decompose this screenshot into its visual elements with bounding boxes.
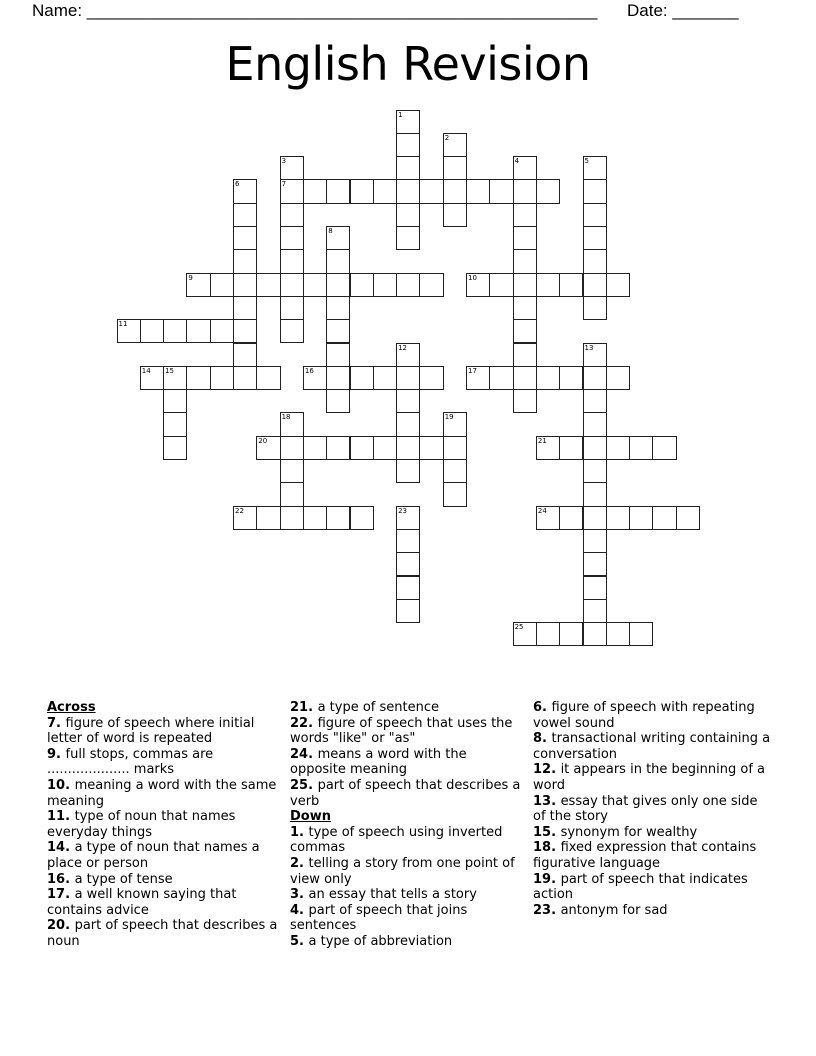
grid-cell[interactable]: [210, 366, 234, 390]
grid-cell[interactable]: [256, 506, 280, 530]
grid-cell[interactable]: [513, 622, 537, 646]
down-clue: [533, 731, 773, 762]
clue-text: a type of noun that names a place or person: [47, 840, 260, 871]
clue-number-label: 9: [47, 746, 57, 762]
grid-cell[interactable]: [583, 506, 607, 530]
grid-cell[interactable]: [583, 343, 607, 367]
grid-cell[interactable]: [186, 273, 210, 297]
grid-cell[interactable]: [280, 436, 304, 460]
grid-cell[interactable]: [583, 529, 607, 553]
grid-cell[interactable]: [536, 179, 560, 203]
down-heading: Down: [290, 809, 331, 825]
clue-number-label: 6: [533, 700, 543, 715]
grid-cell[interactable]: [559, 436, 583, 460]
grid-cell[interactable]: [280, 226, 304, 250]
grid-cell[interactable]: [326, 226, 350, 250]
grid-cell[interactable]: [583, 366, 607, 390]
across-heading: Across: [47, 700, 96, 715]
clue-number-label: 20: [47, 918, 66, 934]
grid-cell[interactable]: [513, 273, 537, 297]
grid-cell[interactable]: [536, 436, 560, 460]
grid-cell[interactable]: [443, 203, 467, 227]
grid-cell[interactable]: [583, 296, 607, 320]
clue-number-dot: .: [65, 887, 75, 903]
grid-cell[interactable]: [396, 552, 420, 576]
clue-number-dot: .: [56, 746, 66, 762]
across-clue: [47, 809, 283, 840]
grid-cell[interactable]: [326, 506, 350, 530]
grid-cell[interactable]: [373, 179, 397, 203]
across-clue: [47, 778, 283, 809]
grid-cell[interactable]: [489, 179, 513, 203]
grid-cell[interactable]: [489, 366, 513, 390]
clue-number-dot: .: [65, 840, 75, 856]
down-clue: [290, 903, 526, 934]
clue-text: essay that gives only one side of the story: [533, 793, 758, 825]
grid-cell[interactable]: [163, 319, 187, 343]
clue-number-dot: .: [65, 918, 75, 934]
grid-cell[interactable]: [163, 366, 187, 390]
across-clue: [47, 918, 283, 949]
grid-cell[interactable]: [652, 506, 676, 530]
down-clue: [533, 903, 773, 919]
clue-number-dot: .: [299, 855, 309, 871]
clue-number-dot: .: [299, 824, 309, 840]
clue-number-dot: .: [551, 793, 561, 809]
grid-cell[interactable]: [513, 203, 537, 227]
grid-cell[interactable]: [326, 366, 350, 390]
clue-number: 21: [537, 436, 547, 445]
clue-number-dot: .: [551, 840, 561, 856]
clues-column-2: [290, 700, 526, 950]
clue-number-label: 12: [533, 762, 552, 778]
grid-cell[interactable]: [350, 366, 374, 390]
grid-cell[interactable]: [536, 273, 560, 297]
clue-number-label: 15: [533, 824, 552, 840]
clue-text: means a word with the opposite meaning: [290, 746, 467, 778]
grid-cell[interactable]: [396, 343, 420, 367]
grid-cell[interactable]: [396, 459, 420, 483]
grid-cell[interactable]: [513, 389, 537, 413]
clue-number-label: 25: [290, 777, 309, 793]
clue-number: 24: [537, 506, 547, 515]
grid-cell[interactable]: [396, 203, 420, 227]
across-clue: [290, 716, 526, 747]
name-field[interactable]: Name: ______________________________________________________: [32, 1, 598, 20]
clue-number-dot: .: [551, 902, 561, 918]
grid-cell[interactable]: [583, 622, 607, 646]
clue-number-label: 13: [533, 793, 552, 809]
clue-text: type of speech using inverted commas: [290, 824, 503, 856]
grid-cell[interactable]: [256, 436, 280, 460]
clue-number-label: 3: [290, 887, 300, 903]
across-clue: [47, 840, 283, 871]
grid-cell[interactable]: [210, 273, 234, 297]
grid-cell[interactable]: [326, 249, 350, 273]
clue-number-dot: .: [308, 715, 318, 731]
clue-number: 12: [398, 343, 408, 352]
grid-cell[interactable]: [326, 273, 350, 297]
clue-number-label: 1: [290, 824, 300, 840]
clue-text: fixed expression that contains figurative language: [533, 840, 757, 871]
grid-cell[interactable]: [373, 273, 397, 297]
grid-cell[interactable]: [513, 226, 537, 250]
grid-cell[interactable]: [396, 506, 420, 530]
across-clue: [290, 700, 526, 716]
clue-number-label: 19: [533, 871, 552, 887]
grid-cell[interactable]: [419, 179, 443, 203]
grid-cell[interactable]: [629, 506, 653, 530]
grid-cell[interactable]: [583, 389, 607, 413]
clue-number: 20: [258, 436, 268, 445]
clue-number-label: 10: [47, 777, 66, 793]
across-clue: [47, 872, 283, 888]
grid-cell[interactable]: [606, 506, 630, 530]
grid-cell[interactable]: [396, 529, 420, 553]
clue-number: 2: [444, 133, 450, 142]
grid-cell[interactable]: [466, 273, 490, 297]
clue-number-dot: .: [308, 746, 318, 762]
grid-cell[interactable]: [583, 436, 607, 460]
grid-cell[interactable]: [629, 436, 653, 460]
grid-cell[interactable]: [233, 203, 257, 227]
clue-number-dot: .: [65, 809, 75, 825]
down-clue: [533, 872, 773, 903]
grid-cell[interactable]: [466, 366, 490, 390]
grid-cell[interactable]: [676, 506, 700, 530]
grid-cell[interactable]: [350, 273, 374, 297]
grid-cell[interactable]: [117, 319, 141, 343]
grid-cell[interactable]: [583, 273, 607, 297]
grid-cell[interactable]: [583, 226, 607, 250]
grid-cell[interactable]: [163, 436, 187, 460]
clue-number-dot: .: [551, 824, 561, 840]
down-clue: [533, 762, 773, 793]
across-clue: [47, 716, 283, 747]
across-clue: [290, 778, 526, 809]
grid-cell[interactable]: [326, 319, 350, 343]
clue-number-dot: .: [542, 731, 552, 747]
grid-cell[interactable]: [280, 249, 304, 273]
clue-text: a type of sentence: [317, 700, 439, 715]
grid-cell[interactable]: [559, 273, 583, 297]
grid-cell[interactable]: [396, 366, 420, 390]
down-clue: [533, 825, 773, 841]
grid-cell[interactable]: [583, 599, 607, 623]
clue-number-label: 11: [47, 809, 66, 825]
clue-text: part of speech that indicates action: [533, 871, 748, 903]
grid-cell[interactable]: [606, 366, 630, 390]
grid-cell[interactable]: [280, 412, 304, 436]
clue-number-label: 24: [290, 746, 309, 762]
date-field[interactable]: Date: _______: [627, 1, 739, 20]
down-clue: [533, 840, 773, 871]
grid-cell[interactable]: [583, 412, 607, 436]
clue-number-label: 14: [47, 840, 66, 856]
clue-number-dot: .: [551, 871, 561, 887]
clue-number-dot: .: [542, 700, 552, 715]
clue-number-label: 18: [533, 840, 552, 856]
grid-cell[interactable]: [559, 622, 583, 646]
clue-number-label: 8: [533, 731, 543, 747]
grid-cell[interactable]: [186, 319, 210, 343]
grid-cell[interactable]: [280, 319, 304, 343]
grid-cell[interactable]: [396, 273, 420, 297]
grid-cell[interactable]: [583, 249, 607, 273]
clue-number: 8: [328, 227, 333, 235]
grid-cell[interactable]: [280, 482, 304, 506]
clue-text: a well known saying that contains advice: [47, 887, 237, 918]
grid-cell[interactable]: [280, 506, 304, 530]
across-clue: [290, 747, 526, 778]
clue-text: part of speech that joins sentences: [290, 902, 468, 934]
clue-number-dot: .: [551, 762, 561, 778]
grid-cell[interactable]: [233, 506, 257, 530]
clue-number-dot: .: [65, 777, 75, 793]
grid-cell[interactable]: [443, 179, 467, 203]
grid-cell[interactable]: [280, 203, 304, 227]
clue-text: figure of speech with repeating vowel sound: [533, 700, 755, 731]
grid-cell[interactable]: [583, 482, 607, 506]
grid-cell[interactable]: [513, 179, 537, 203]
grid-cell[interactable]: [559, 506, 583, 530]
grid-cell[interactable]: [419, 366, 443, 390]
grid-cell[interactable]: [233, 296, 257, 320]
grid-cell[interactable]: [536, 366, 560, 390]
grid-cell[interactable]: [489, 273, 513, 297]
clue-text: an essay that tells a story: [308, 887, 477, 903]
clue-text: antonym for sad: [560, 902, 668, 918]
grid-cell[interactable]: [163, 412, 187, 436]
grid-cell[interactable]: [326, 343, 350, 367]
clue-number-dot: .: [56, 715, 66, 731]
grid-cell[interactable]: [233, 179, 257, 203]
grid-cell[interactable]: [443, 156, 467, 180]
clue-text: a type of abbreviation: [308, 933, 453, 949]
clue-text: meaning a word with the same meaning: [47, 777, 277, 809]
clue-number: 14: [141, 366, 151, 375]
clue-number: 6: [235, 180, 240, 189]
clue-number-label: 22: [290, 715, 309, 731]
grid-cell[interactable]: [350, 436, 374, 460]
clues-column-1: [47, 700, 283, 950]
grid-cell[interactable]: [396, 156, 420, 180]
grid-cell[interactable]: [606, 273, 630, 297]
grid-cell[interactable]: [233, 366, 257, 390]
clue-text: type of noun that names everyday things: [47, 809, 236, 840]
grid-cell[interactable]: [583, 179, 607, 203]
page-title: English Revision: [225, 37, 591, 91]
across-clue: [47, 747, 283, 778]
clue-text: it appears in the beginning of a word: [533, 762, 765, 793]
grid-cell[interactable]: [513, 319, 537, 343]
clue-number: 25: [514, 623, 524, 632]
clue-number: 15: [165, 366, 175, 375]
grid-cell[interactable]: [396, 412, 420, 436]
clue-text: part of speech that describes a verb: [290, 777, 521, 809]
clue-text: full stops, commas are .................... marks: [47, 746, 214, 778]
clue-number-label: 7: [47, 715, 57, 731]
grid-cell[interactable]: [233, 319, 257, 343]
grid-cell[interactable]: [466, 179, 490, 203]
grid-cell[interactable]: [513, 343, 537, 367]
grid-cell[interactable]: [396, 110, 420, 134]
grid-cell[interactable]: [303, 273, 327, 297]
down-clue: [290, 887, 526, 903]
clue-number: 23: [398, 506, 408, 515]
grid-cell[interactable]: [443, 436, 467, 460]
grid-cell[interactable]: [513, 366, 537, 390]
clue-number-label: 23: [533, 902, 552, 918]
grid-cell[interactable]: [513, 156, 537, 180]
clue-text: transactional writing containing a conversation: [533, 731, 771, 762]
grid-cell[interactable]: [326, 179, 350, 203]
grid-cell[interactable]: [256, 366, 280, 390]
grid-cell[interactable]: [443, 412, 467, 436]
clue-number-dot: .: [299, 933, 309, 949]
grid-cell[interactable]: [373, 436, 397, 460]
grid-cell[interactable]: [303, 436, 327, 460]
clue-number: 19: [444, 413, 454, 422]
grid-cell[interactable]: [513, 296, 537, 320]
clue-number-dot: .: [299, 887, 309, 903]
grid-cell[interactable]: [280, 459, 304, 483]
grid-cell[interactable]: [280, 296, 304, 320]
grid-cell[interactable]: [443, 133, 467, 157]
grid-cell[interactable]: [233, 249, 257, 273]
clue-number: 16: [304, 366, 314, 375]
grid-cell[interactable]: [233, 226, 257, 250]
grid-cell[interactable]: [396, 599, 420, 623]
grid-cell[interactable]: [233, 343, 257, 367]
clue-number: 10: [468, 273, 477, 282]
clue-text: part of speech that describes a noun: [47, 918, 278, 949]
grid-cell[interactable]: [419, 273, 443, 297]
clue-number: 22: [235, 506, 244, 515]
clue-text: figure of speech where initial letter of word is repeated: [47, 715, 255, 747]
clue-number: 13: [584, 343, 594, 352]
grid-cell[interactable]: [583, 576, 607, 600]
grid-cell[interactable]: [163, 389, 187, 413]
grid-cell[interactable]: [536, 506, 560, 530]
clues-column-3: [533, 700, 773, 918]
clue-number-dot: .: [308, 700, 318, 715]
grid-cell[interactable]: [559, 366, 583, 390]
grid-cell[interactable]: [140, 366, 164, 390]
grid-cell[interactable]: [350, 179, 374, 203]
grid-cell[interactable]: [513, 249, 537, 273]
clue-number-dot: .: [299, 902, 309, 918]
grid-cell[interactable]: [606, 436, 630, 460]
grid-cell[interactable]: [326, 436, 350, 460]
clue-number-label: 16: [47, 871, 66, 887]
grid-cell[interactable]: [396, 576, 420, 600]
down-clue: [290, 934, 526, 950]
grid-cell[interactable]: [210, 319, 234, 343]
across-clue: [47, 887, 283, 918]
clue-number: 18: [281, 413, 291, 422]
grid-cell[interactable]: [396, 226, 420, 250]
clue-number: 7: [281, 180, 287, 189]
down-clue: [533, 794, 773, 825]
clue-number: 5: [584, 157, 589, 166]
grid-cell[interactable]: [396, 133, 420, 157]
grid-cell[interactable]: [583, 203, 607, 227]
clue-number: 9: [188, 273, 193, 282]
grid-cell[interactable]: [303, 506, 327, 530]
clue-number: 4: [514, 157, 520, 166]
grid-cell[interactable]: [583, 156, 607, 180]
grid-cell[interactable]: [303, 179, 327, 203]
grid-cell[interactable]: [186, 366, 210, 390]
down-clue: [533, 700, 773, 731]
clue-text: synonym for wealthy: [560, 824, 698, 840]
grid-cell[interactable]: [396, 436, 420, 460]
grid-cell[interactable]: [373, 366, 397, 390]
grid-cell[interactable]: [396, 389, 420, 413]
grid-cell[interactable]: [140, 319, 164, 343]
grid-cell[interactable]: [629, 622, 653, 646]
grid-cell[interactable]: [443, 482, 467, 506]
grid-cell[interactable]: [396, 179, 420, 203]
grid-cell[interactable]: [583, 552, 607, 576]
down-clue: [290, 825, 526, 856]
clue-number: 1: [398, 110, 403, 119]
clue-number-label: 2: [290, 855, 300, 871]
grid-cell[interactable]: [233, 273, 257, 297]
grid-cell[interactable]: [652, 436, 676, 460]
clue-number-label: 17: [47, 887, 66, 903]
grid-cell[interactable]: [536, 622, 560, 646]
clue-text: a type of tense: [74, 871, 173, 887]
grid-cell[interactable]: [280, 179, 304, 203]
grid-cell[interactable]: [280, 156, 304, 180]
clue-number: 11: [118, 320, 128, 329]
grid-cell[interactable]: [583, 459, 607, 483]
clue-number-dot: .: [308, 777, 318, 793]
clue-number-label: 5: [290, 933, 300, 949]
clue-text: telling a story from one point of view only: [290, 855, 515, 887]
grid-cell[interactable]: [326, 389, 350, 413]
clue-number-label: 21: [290, 700, 309, 715]
down-clue: [290, 856, 526, 887]
grid-cell[interactable]: [256, 273, 280, 297]
grid-cell[interactable]: [326, 296, 350, 320]
grid-cell[interactable]: [443, 459, 467, 483]
clue-number-dot: .: [65, 871, 75, 887]
clue-number: 3: [281, 157, 287, 166]
clue-text: figure of speech that uses the words "like" or "as": [290, 715, 513, 747]
clue-number: 17: [468, 366, 477, 375]
grid-cell[interactable]: [419, 436, 443, 460]
grid-cell[interactable]: [303, 366, 327, 390]
clue-number-label: 4: [290, 902, 300, 918]
grid-cell[interactable]: [280, 273, 304, 297]
grid-cell[interactable]: [350, 506, 374, 530]
grid-cell[interactable]: [606, 622, 630, 646]
